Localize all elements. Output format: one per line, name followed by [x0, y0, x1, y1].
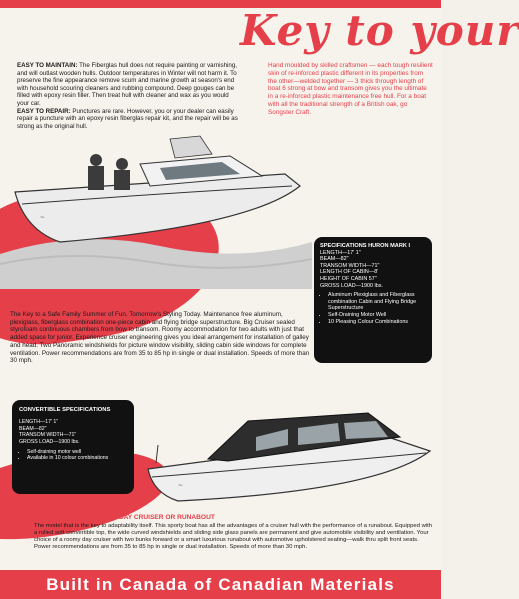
- optional-heading: OPTIONAL CONVERTIBLE DAY CRUISER OR RUNABOUT: [34, 514, 215, 521]
- repair-label: EASY TO REPAIR:: [17, 107, 71, 115]
- svg-text:~: ~: [178, 482, 184, 489]
- spec-huron-line: BEAM—82": [320, 256, 349, 263]
- spec-convertible-line: GROSS LOAD—1900 lbs.: [19, 438, 80, 445]
- maintain-label: EASY TO MAINTAIN:: [17, 62, 78, 69]
- svg-text:~: ~: [40, 214, 46, 221]
- convertible-runabout-photo: [138, 401, 438, 513]
- spec-huron-line: LENGTH—17' 1": [320, 249, 361, 256]
- page-title: Key to your: [240, 6, 519, 55]
- outboard-heading: [10, 293, 210, 309]
- outboard-heading-line1: OUTBOARD CRUISER: [10, 293, 80, 300]
- spec-huron-bullet: • Aluminum Plexiglass and Fiberglass combination Cabin and Flying Bridge Superstructure: [328, 292, 426, 312]
- huron-cruiser-photo: [0, 134, 312, 289]
- spec-huron-bullets: [320, 292, 426, 325]
- spec-convertible-line: BEAM—82": [19, 425, 47, 432]
- repair-text: Punctures are rare. However, you or your dealer can easily repair a puncture with an epoxy resin fiberglas repair kit, and the repair will be as strong as the original hull.: [17, 107, 238, 130]
- outboard-description: The Key to a Safe Family Summer of Fun. Tomorrow's Styling Today. Maintenance free aluminum, plexiglass, fiberglass combination one-piece cabin and flying bridge superstructure. Big Cruiser sealed styrofoam continuous chambers from bow to transom. Roomy accommodation for two adults with just that added space for junior. Experience cruiser engineering gives you ideal arrangement for installation of galley and head. Two Panoramic windshields for picture window visibility, sliding cabin side windows for complete ventilation. Power recommendations are from 35 to 85 hp in single or dual installation. Speeds of more than 30 mph.: [10, 311, 310, 365]
- spec-box-huron: [314, 237, 432, 363]
- spec-huron-line: LENGTH OF CABIN—8': [320, 269, 379, 276]
- spec-convertible-line: LENGTH—17' 1": [19, 419, 59, 426]
- maintain-text: The Fiberglas hull does not require painting or varnishing, and will outlast wooden hulls. Outdoor temperatures in Winter will not harm it. To preserve the fine appearance remove scum and marine growth at season's end with household scouring cleaners and rubbing compound. Deep gouges can be filled with epoxy resin filler. Then treat hull with cleaner and wax as you would your car.: [17, 62, 237, 107]
- optional-description: The model that is the key to adaptability itself. This sporty boat has all the advantages of a cruiser hull with the performance of a runabout. Equipped with a rolled soft convertible top, the wide curved windshields and sliding side glass panels are permanent and give automobile visibility and ventilation. Your choice of a roomy day cruiser with two bunks forward or a smart luxurious runabout with automotive upholstered seating—walk thru split front seats. Power recommendations are from 35 to 85 hp in single or dual installation. Speeds of more than 30 mph.: [34, 523, 433, 551]
- spec-box-convertible: [12, 400, 134, 494]
- maintenance-section: [17, 62, 239, 130]
- spec-convertible-line: TRANSOM WIDTH—71": [19, 432, 77, 439]
- spec-huron-line: HEIGHT OF CABIN 57": [320, 275, 377, 282]
- footer-banner: Built in Canada of Canadian Materials: [0, 570, 441, 599]
- spec-convertible-bullet: • Self-draining motor well: [27, 449, 127, 455]
- spec-huron-line: TRANSOM WIDTH—71": [320, 262, 380, 269]
- spec-convertible-title: CONVERTIBLE SPECIFICATIONS: [19, 407, 111, 413]
- spec-convertible-bullets: [19, 449, 127, 462]
- spec-huron-title: SPECIFICATIONS HURON MARK I: [320, 243, 411, 249]
- craftsmanship-text: Hand moulded by skilled craftsmen — each tough resilient skin of re-inforced plastic different in its properties from the other—welded together — 3 thick through length of boat 6 strong at bow and transom gives you the ultimate in a re-inforced plastic maintenance free hull. For a boat with all the traditional strength of a British oak, go Songster Craft.: [268, 62, 433, 116]
- spec-huron-bullet: • Self-Draining Motor Well: [328, 312, 426, 319]
- outboard-heading-line2: HURON MARK I: [10, 301, 60, 308]
- spec-huron-line: GROSS LOAD—1900 lbs.: [320, 282, 383, 289]
- spec-huron-bullet: • 10 Pleasing Colour Combinations: [328, 319, 426, 326]
- spec-convertible-bullet: • Available in 10 colour combinations: [27, 455, 127, 461]
